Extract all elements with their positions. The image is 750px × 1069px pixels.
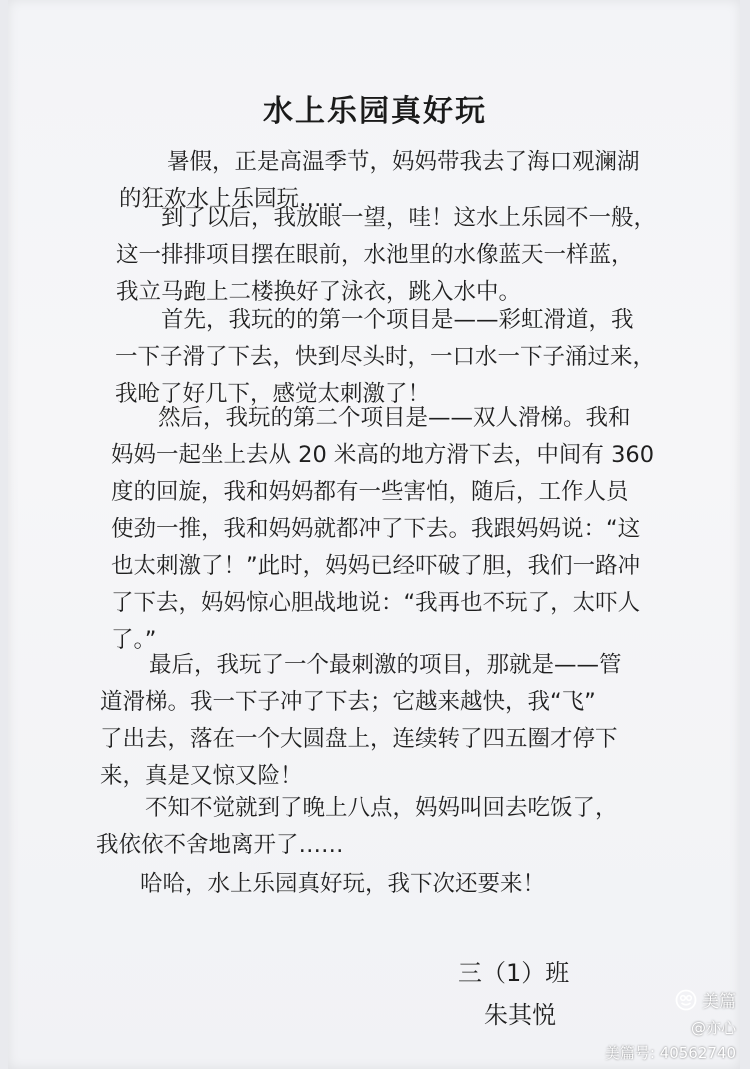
watermark-user: @亦心 [690,1019,736,1037]
paragraph-3 [115,302,656,413]
text-line: 然后，我玩的第二个项目是——双人滑梯。我和 [158,405,631,431]
text-line: 了出去，落在一个大圆盘上，连续转了四五圈才停下 [100,726,618,752]
text-line: 度的回旋，我和妈妈都有一些害怕，随后，工作人员 [111,479,629,505]
text-line: 使劲一推，我和妈妈就都冲了下去。我跟妈妈说：“这 [111,516,641,542]
text-line: 道滑梯。我一下子冲了下去；它越来越快，我“飞” [100,689,596,715]
watermark-brand [675,987,736,1012]
text-line: 哈哈，水上乐园真好玩，我下次还要来！ [140,871,546,897]
text-line: 一下子滑了下去，快到尽头时，一口水一下子涌过来， [115,344,656,370]
text-line: 暑假，正是高温季节，妈妈带我去了海口观澜湖 [167,149,640,175]
watermark-brand-text: 美篇 [702,992,736,1012]
text-line: 我呛了好几下，感觉太刺激了！ [115,381,431,407]
text-line: 的狂欢水上乐园玩…… [119,186,345,212]
text-line: 了。” [111,627,157,653]
text-line: 最后，我玩了一个最刺激的项目，那就是——管 [149,652,622,678]
text-line: 妈妈一起坐上去从 20 米高的地方滑下去，中间有 360 [111,442,655,468]
paragraph-7 [140,866,545,903]
text-line: 不知不觉就到了晚上八点，妈妈叫回去吃饭了， [145,795,618,821]
text-line: 我依依不舍地离开了…… [96,832,344,858]
watermark-id: 美篇号: 40562740 [604,1044,736,1062]
paragraph-4 [111,400,655,659]
essay-title: 水上乐园真好玩 [263,94,487,129]
author-name: 朱其悦 [484,1001,556,1029]
class-name: 三（1）班 [458,959,570,987]
text-line: 来，真是又惊又险！ [100,763,303,789]
paragraph-6 [96,790,618,864]
paragraph-5 [100,647,622,795]
meipian-logo-icon [675,989,697,1011]
text-line: 了下去，妈妈惊心胆战地说：“我再也不玩了，太吓人 [111,590,641,616]
text-line: 也太刺激了！”此时，妈妈已经吓破了胆，我们一路冲 [111,553,641,579]
text-line: 首先，我玩的的第一个项目是——彩虹滑道，我 [161,307,634,333]
text-line: 这一排排项目摆在眼前，水池里的水像蓝天一样蓝， [116,242,634,268]
text-line: 到了以后，我放眼一望，哇！这水上乐园不一般， [161,205,657,231]
text-line: 我立马跑上二楼换好了泳衣，跳入水中。 [116,279,522,305]
paragraph-2 [116,200,657,311]
